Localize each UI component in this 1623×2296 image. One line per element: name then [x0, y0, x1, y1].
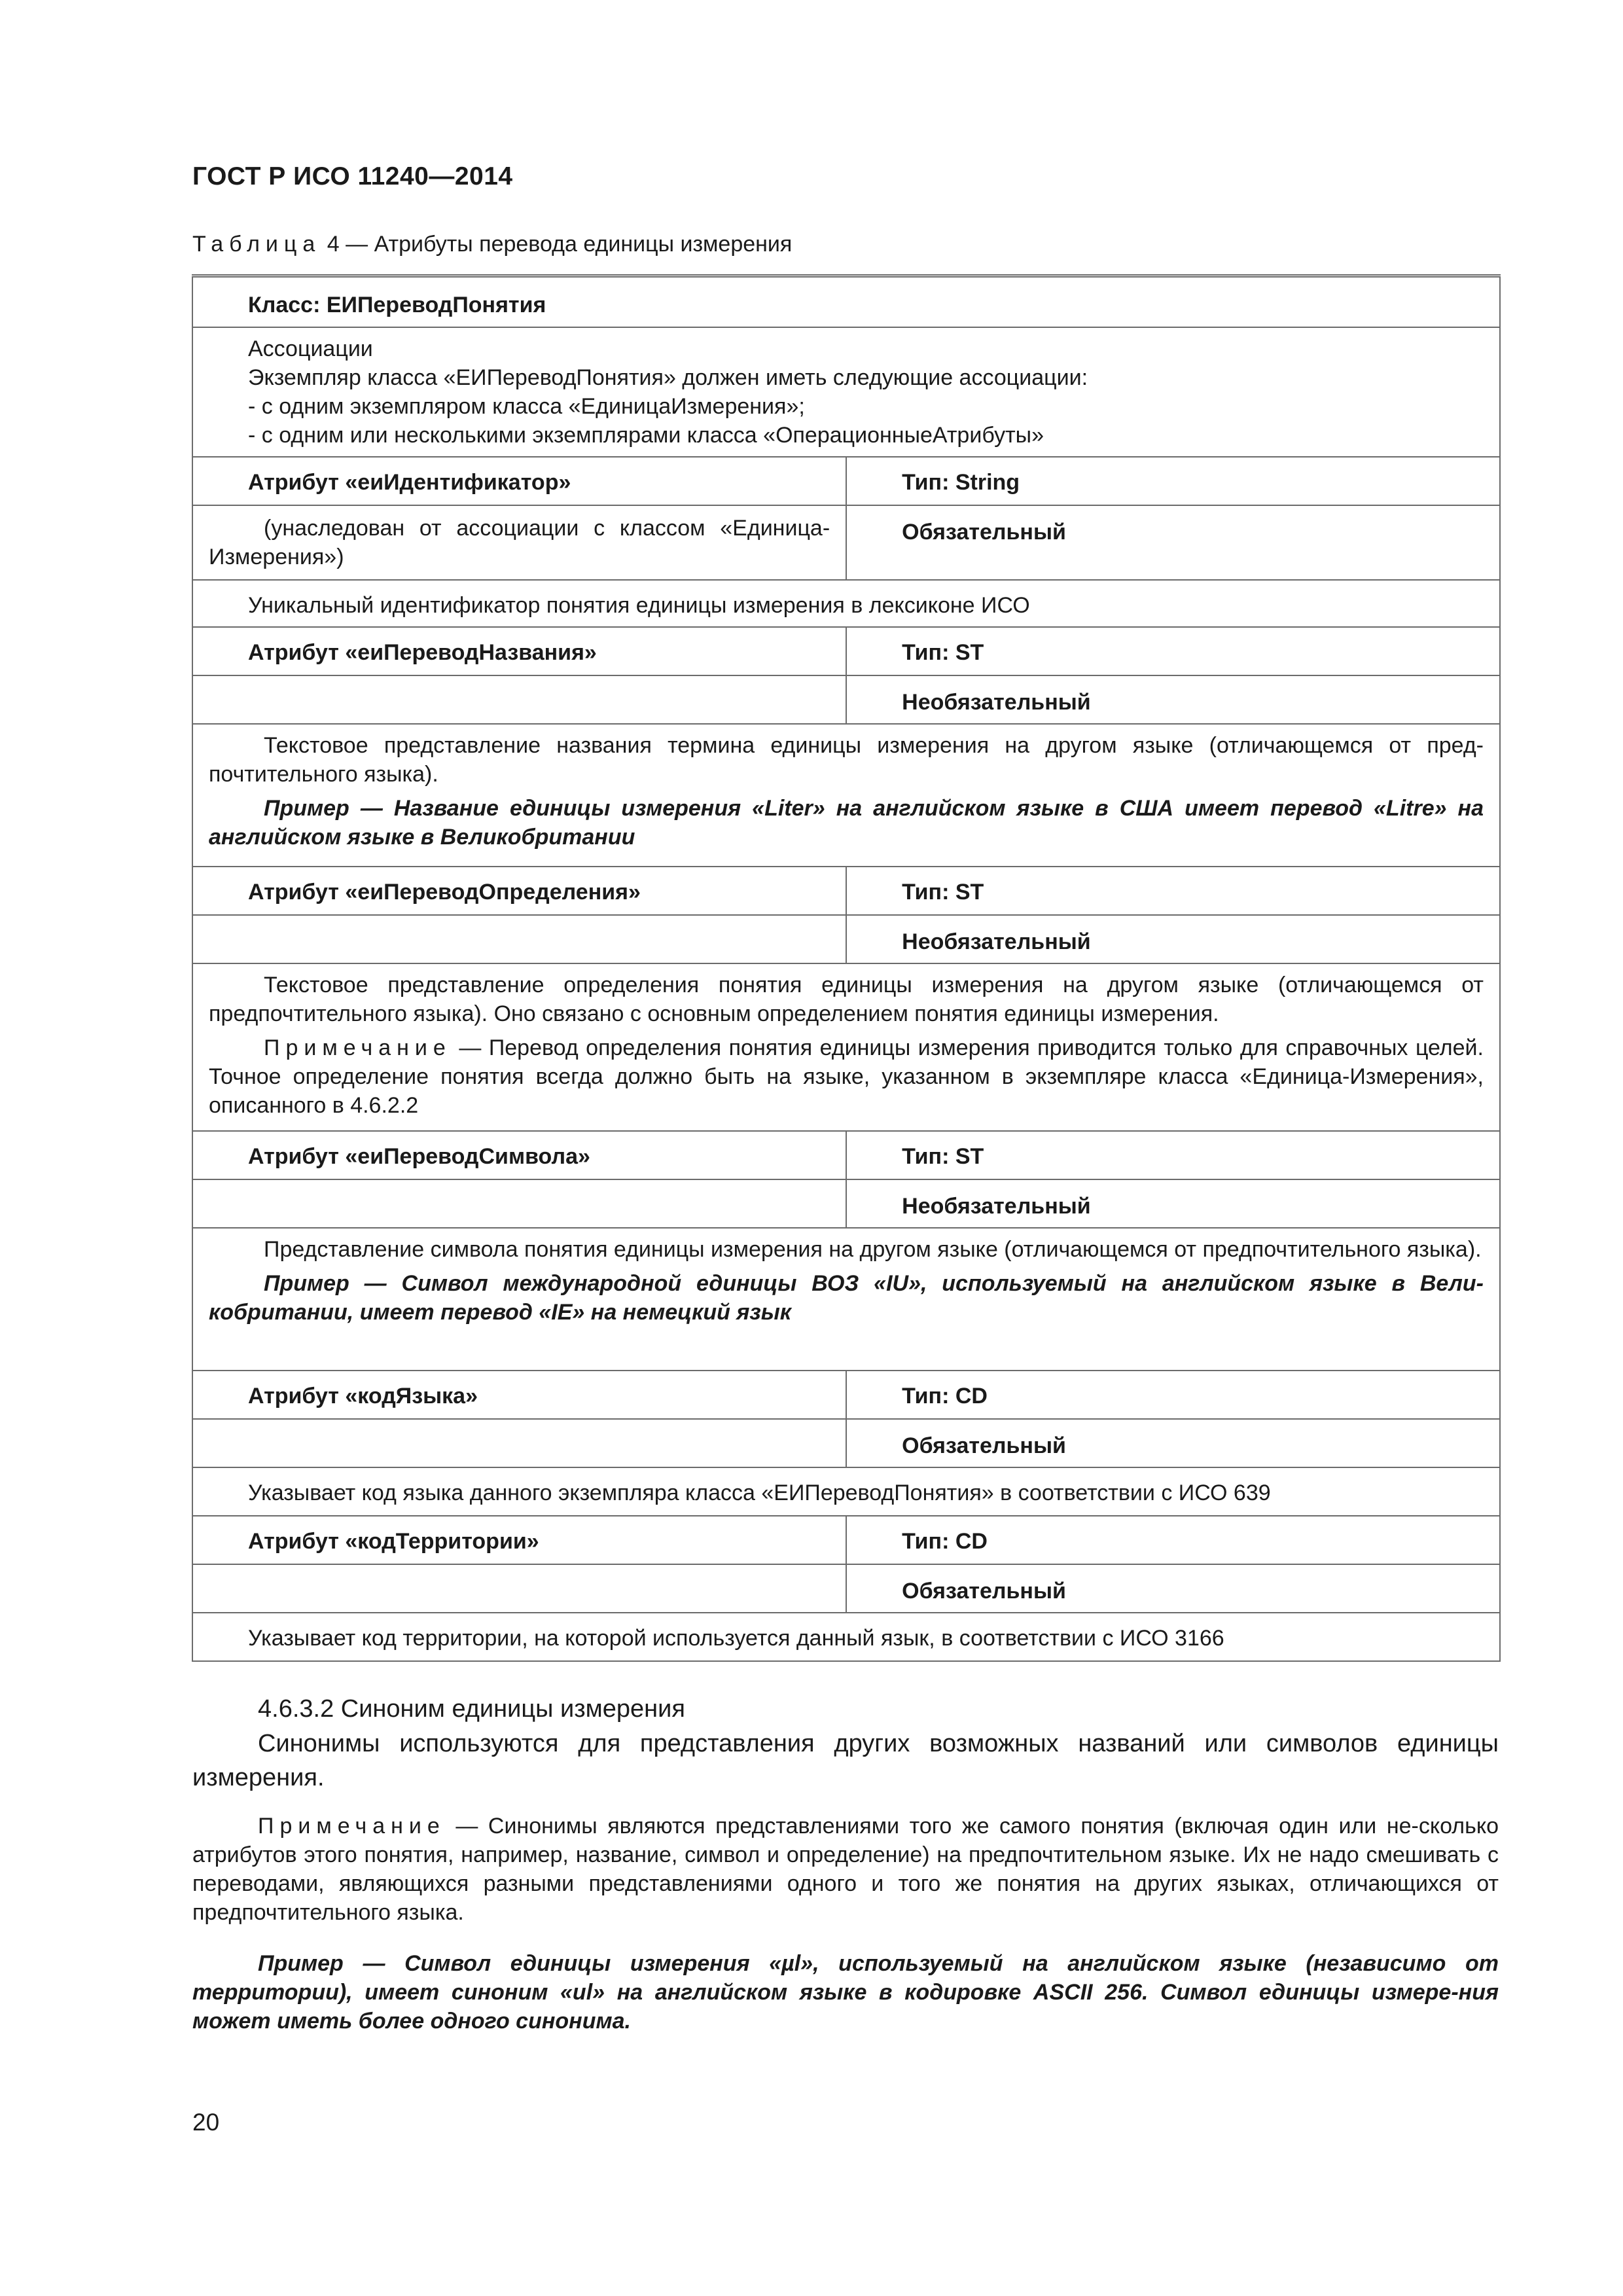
table-row: [192, 627, 1500, 675]
attribute-type: Тип: ST: [846, 1131, 1500, 1179]
table-caption: [192, 232, 792, 257]
attribute-requirement: Необязательный: [846, 1179, 1500, 1228]
table-row: [192, 1228, 1500, 1371]
empty-cell: [192, 1564, 846, 1613]
description-text: Текстовое представление названия термина единицы измерения на другом языке (отличающемся от пред-почтительного языка).: [209, 732, 1484, 787]
empty-cell: [192, 1419, 846, 1467]
attribute-name: Атрибут «кодТерритории»: [192, 1516, 846, 1564]
attribute-name: Атрибут «еиПереводНазвания»: [192, 627, 846, 675]
note-label: Примечание: [258, 1814, 446, 1839]
attribute-requirement: Необязательный: [846, 675, 1500, 724]
section-text: Синонимы используются для представления других возможных названий или символов единицы измерения.: [192, 1730, 1499, 1791]
empty-cell: [192, 1179, 846, 1228]
associations-line: - с одним экземпляром класса «ЕдиницаИзмерения»;: [248, 393, 805, 419]
table-row: [192, 327, 1500, 457]
table-row: [192, 915, 1500, 963]
attribute-requirement: Обязательный: [846, 1419, 1500, 1467]
attribute-name: Атрибут «еиПереводСимвола»: [192, 1131, 846, 1179]
attribute-description: Указывает код языка данного экземпляра класса «ЕИПереводПонятия» в соответствии с ИСО 639: [192, 1467, 1500, 1516]
table-row: [192, 1419, 1500, 1467]
section-note: [192, 1812, 1499, 1927]
table-caption-text: 4 — Атрибуты перевода единицы измерения: [327, 232, 793, 257]
table-row: [192, 1516, 1500, 1564]
associations-heading: Ассоциации: [248, 336, 373, 361]
table-row: [192, 505, 1500, 580]
table-row: [192, 276, 1500, 327]
attribute-description: Указывает код территории, на которой используется данный язык, в соответствии с ИСО 3166: [192, 1613, 1500, 1661]
example-text: Пример — Символ международной единицы ВОЗ «IU», используемый на английском языке в Вели-кобритании, имеет перевод «IE» на немецкий язык: [209, 1270, 1484, 1325]
table-row: [192, 1564, 1500, 1613]
attribute-inheritance: (унаследован от ассоциации с классом «Единица-Измерения»): [192, 505, 846, 580]
attribute-type: Тип: String: [846, 457, 1500, 505]
table-row: [192, 580, 1500, 627]
section-example: Пример — Символ единицы измерения «µl», используемый на английском языке (независимо от территории), имеет синоним «ul» на английском языке в кодировке ASCII 256. Символ единицы измере-ния может иметь более одного синонима.: [192, 1951, 1499, 2034]
empty-cell: [192, 915, 846, 963]
table-row: [192, 1613, 1500, 1661]
table-row: [192, 1467, 1500, 1516]
attribute-requirement: Необязательный: [846, 915, 1500, 963]
attributes-table: [192, 274, 1501, 1662]
table-caption-label: Таблица: [192, 232, 321, 257]
associations-cell: [192, 327, 1500, 457]
associations-line: - с одним или несколькими экземплярами класса «ОперационныеАтрибуты»: [248, 422, 1044, 448]
attribute-description: [192, 724, 1500, 867]
class-title-cell: Класс: ЕИПереводПонятия: [192, 276, 1500, 327]
attribute-description: [192, 963, 1500, 1131]
document-header: ГОСТ Р ИСО 11240—2014: [192, 162, 513, 190]
note-label: Примечание: [264, 1035, 452, 1060]
attribute-type: Тип: ST: [846, 627, 1500, 675]
associations-line: Экземпляр класса «ЕИПереводПонятия» должен иметь следующие ассоциации:: [248, 365, 1088, 390]
attribute-name: Атрибут «еиПереводОпределения»: [192, 867, 846, 915]
attribute-type: Тип: CD: [846, 1371, 1500, 1419]
description-text: Текстовое представление определения понятия единицы измерения на другом языке (отличающемся от предпочтительного языка). Оно связано с основным определением понятия единицы измерения.: [209, 972, 1484, 1026]
attribute-requirement: Обязательный: [846, 1564, 1500, 1613]
table-row: [192, 1179, 1500, 1228]
attribute-type: Тип: CD: [846, 1516, 1500, 1564]
attribute-description: [192, 1228, 1500, 1371]
note-body: — Перевод определения понятия единицы измерения приводится только для справочных целей. Точное определение понятия всегда должно быть на языке, указанном в экземпляре класса «Единица-Измерения», описанного в 4.6.2.2: [209, 1035, 1484, 1118]
table-row: [192, 1371, 1500, 1419]
section-title: 4.6.3.2 Синоним единицы измерения: [258, 1695, 685, 1723]
table-row: [192, 963, 1500, 1131]
attribute-description: Уникальный идентификатор понятия единицы измерения в лексиконе ИСО: [192, 580, 1500, 627]
attribute-name: Атрибут «кодЯзыка»: [192, 1371, 846, 1419]
attribute-type: Тип: ST: [846, 867, 1500, 915]
attribute-requirement: Обязательный: [846, 505, 1500, 580]
table-row: [192, 675, 1500, 724]
note-text: [209, 1033, 1484, 1120]
table-row: [192, 457, 1500, 505]
page-number: 20: [192, 2109, 220, 2136]
attribute-name: Атрибут «еиИдентификатор»: [192, 457, 846, 505]
table-row: [192, 724, 1500, 867]
empty-cell: [192, 675, 846, 724]
example-text: Пример — Название единицы измерения «Liter» на английском языке в США имеет перевод «Litre» на английском языке в Великобритании: [209, 795, 1484, 850]
note-body: — Синонимы являются представлениями того же самого понятия (включая один или не-сколько атрибутов этого понятия, например, название, символ и определение) на предпочтительном языке. Их не надо смешивать с переводами, являющихся разными представлениями одного и того же понятия на других языках, отличающихся от предпочтительного языка.: [192, 1814, 1499, 1925]
table-row: [192, 1131, 1500, 1179]
description-text: Представление символа понятия единицы измерения на другом языке (отличающемся от предпочтительного языка).: [264, 1236, 1482, 1262]
table-row: [192, 867, 1500, 915]
